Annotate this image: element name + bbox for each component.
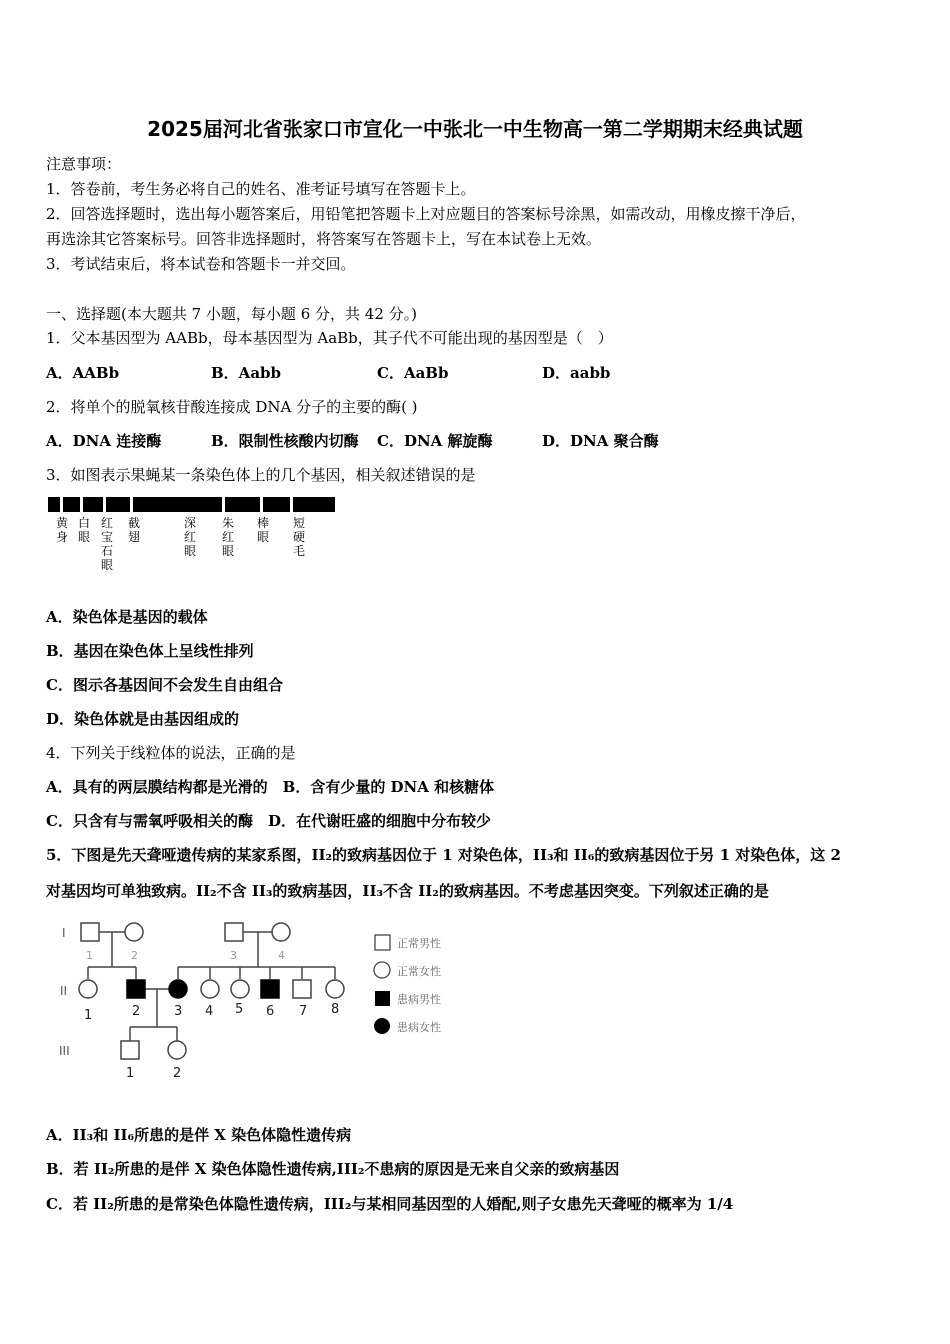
gene-label-yellow-body: 黄身: [55, 516, 68, 544]
q2-option-d: D．DNA 聚合酶: [542, 432, 659, 450]
pedigree-II3-affected-female: [169, 980, 187, 998]
legend-affected-male: 患病男性: [397, 993, 441, 1006]
gene-label-short-bristle: 短硬毛: [292, 516, 305, 558]
notice-item-2b: 再选涂其它答案标号。回答非选择题时，将答案写在答题卡上，写在本试卷上无效。: [46, 230, 602, 248]
q1-option-b: B．Aabb: [211, 364, 282, 382]
pedigree-II8-normal-female: [326, 980, 344, 998]
pedigree-II7-normal-male: [293, 980, 311, 998]
gene-label-cut-wing: 截翅: [127, 516, 140, 544]
num-I-4: 4: [278, 949, 285, 962]
q5-option-b: B．若 II₂所患的是伴 X 染色体隐性遗传病,III₂不患病的原因是无来自父亲的致病基因: [46, 1160, 620, 1178]
legend-affected-male-icon: [375, 991, 390, 1006]
legend-normal-female: 正常女性: [397, 965, 441, 978]
pedigree-I1-normal-male: [81, 923, 99, 941]
chromosome-bar: [48, 497, 335, 512]
num-I-1: 1: [86, 949, 93, 962]
q1-option-d: D．aabb: [542, 364, 611, 382]
num-III-1: 1: [126, 1066, 135, 1081]
gene-label-carmine-eye: 深红眼: [183, 516, 196, 558]
notice-item-3: 3．考试结束后，将本试卷和答题卡一并交回。: [46, 255, 356, 273]
q3-option-b: B．基因在染色体上呈线性排列: [46, 642, 254, 660]
q2-option-c: C．DNA 解旋酶: [377, 432, 493, 450]
pedigree-I4-normal-female: [272, 923, 290, 941]
q1-stem: 1．父本基因型为 AABb，母本基因型为 AaBb，其子代不可能出现的基因型是（ ）: [46, 329, 613, 347]
num-III-2: 2: [173, 1066, 182, 1081]
q4-options-cd: C．只含有与需氧呼吸相关的酶 D．在代谢旺盛的细胞中分布较少: [46, 812, 491, 830]
q3-option-a: A．染色体是基因的载体: [46, 608, 208, 626]
num-II-1: 1: [84, 1008, 93, 1023]
pedigree-II6-affected-male: [261, 980, 279, 998]
num-II-8: 8: [331, 1002, 340, 1017]
q1-option-c: C．AaBb: [377, 364, 449, 382]
section-heading: 一、选择题(本大题共 7 小题，每小题 6 分，共 42 分。): [46, 305, 417, 323]
pedigree-III1-normal-male: [121, 1041, 139, 1059]
legend-normal-female-icon: [374, 962, 390, 978]
num-II-5: 5: [235, 1002, 244, 1017]
q4-options-ab: A．具有的两层膜结构都是光滑的 B．含有少量的 DNA 和核糖体: [46, 778, 495, 796]
pedigree-svg: [50, 915, 470, 1085]
gene-label-white-eye: 白眼: [77, 516, 90, 544]
pedigree-II2-affected-male: [127, 980, 145, 998]
q2-option-b: B．限制性核酸内切酶: [211, 432, 359, 450]
notice-item-2a: 2．回答选择题时，选出每小题答案后，用铅笔把答题卡上对应题目的答案标号涂黑，如需改动，用橡皮擦干净后，: [46, 205, 806, 223]
gen-label-II: II: [60, 984, 68, 998]
legend-affected-female-icon: [374, 1018, 390, 1034]
q5-option-a: A．II₃和 II₆所患的是伴 X 染色体隐性遗传病: [46, 1126, 352, 1144]
legend-normal-male-icon: [375, 935, 390, 950]
gen-label-III: III: [59, 1044, 70, 1058]
pedigree-chart: [50, 915, 470, 1085]
gene-label-vermilion-eye: 朱红眼: [221, 516, 234, 558]
pedigree-II5-normal-female: [231, 980, 249, 998]
pedigree-I2-normal-female: [125, 923, 143, 941]
num-II-3: 3: [174, 1004, 183, 1019]
pedigree-III2-normal-female: [168, 1041, 186, 1059]
pedigree-I3-normal-male: [225, 923, 243, 941]
q2-option-a: A．DNA 连接酶: [46, 432, 162, 450]
q4-stem: 4．下列关于线粒体的说法，正确的是: [46, 744, 296, 762]
q2-stem: 2．将单个的脱氧核苷酸连接成 DNA 分子的主要的酶( ): [46, 398, 418, 416]
q3-option-d: D．染色体就是由基因组成的: [46, 710, 240, 728]
num-II-6: 6: [266, 1004, 275, 1019]
notice-item-1: 1．答卷前，考生务必将自己的姓名、准考证号填写在答题卡上。: [46, 180, 476, 198]
notice-heading: 注意事项：: [46, 155, 122, 173]
legend-normal-male: 正常男性: [397, 937, 441, 950]
legend-affected-female: 患病女性: [397, 1021, 441, 1034]
num-II-4: 4: [205, 1004, 214, 1019]
q5-option-c: C．若 II₂所患的是常染色体隐性遗传病，III₂与某相同基因型的人婚配,则子女患先天聋哑的概率为 1/4: [46, 1195, 734, 1213]
num-I-3: 3: [230, 949, 237, 962]
gene-label-ruby-eye: 红宝石眼: [100, 516, 113, 572]
chromosome-diagram: [48, 497, 335, 512]
q3-option-c: C．图示各基因间不会发生自由组合: [46, 676, 283, 694]
gene-label-bar-eye: 棒眼: [256, 516, 269, 544]
num-II-7: 7: [299, 1004, 308, 1019]
num-II-2: 2: [132, 1004, 141, 1019]
page-title: 2025届河北省张家口市宣化一中张北一中生物高一第二学期期末经典试题: [147, 117, 803, 141]
q5-stem-line2: 对基因均可单独致病。II₂不含 II₃的致病基因，II₃不含 II₂的致病基因。不考虑基因突变。下列叙述正确的是: [46, 882, 769, 900]
num-I-2: 2: [131, 949, 138, 962]
q1-option-a: A．AABb: [46, 364, 120, 382]
q3-stem: 3．如图表示果蝇某一条染色体上的几个基因，相关叙述错误的是: [46, 466, 476, 484]
pedigree-II4-normal-female: [201, 980, 219, 998]
gen-label-I: I: [62, 926, 66, 940]
q5-stem-line1: 5．下图是先天聋哑遗传病的某家系图，II₂的致病基因位于 1 对染色体，II₃和 II₆的致病基因位于另 1 对染色体，这 2: [46, 846, 841, 864]
pedigree-II1-normal-female: [79, 980, 97, 998]
